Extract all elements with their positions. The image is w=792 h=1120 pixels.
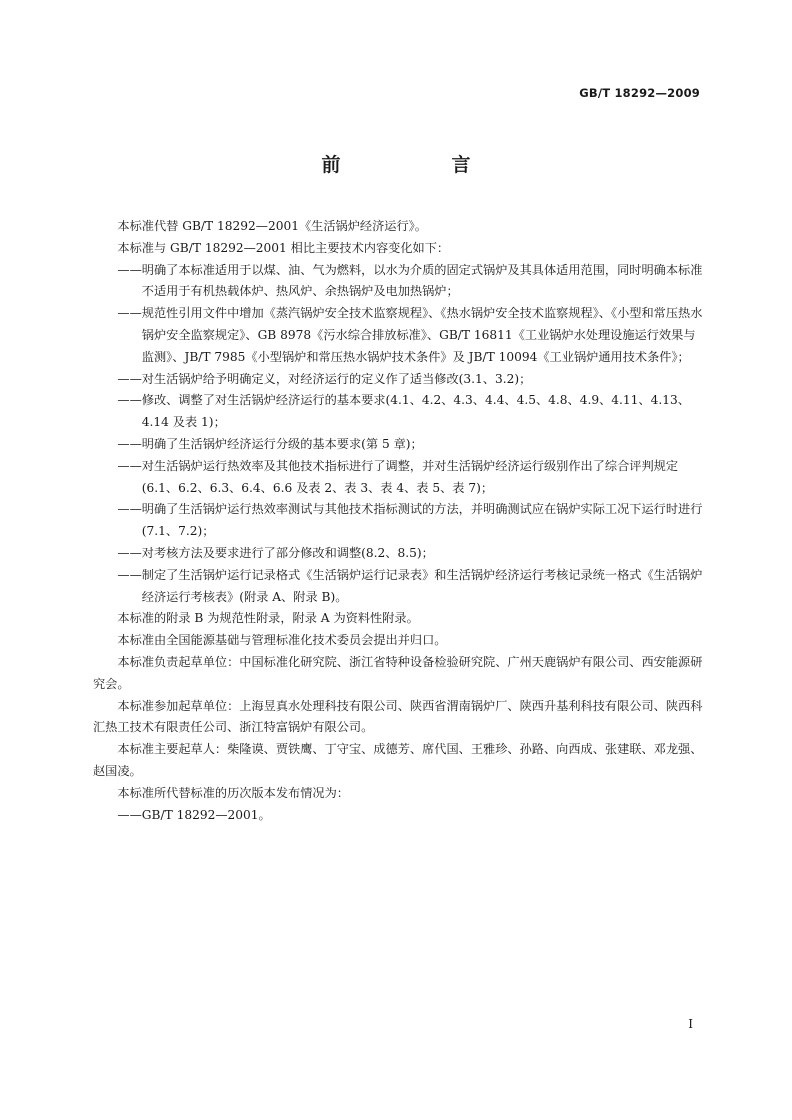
change-item-record-format: ——制定了生活锅炉运行记录格式《生活锅炉运行记录表》和生活锅炉经济运行考核记录统一格式《生活锅炉经济运行考核表》(附录 A、附录 B)。 bbox=[117, 567, 703, 604]
standard-code: GB/T 18292—2009 bbox=[579, 86, 700, 100]
page-title: 前 言 bbox=[321, 154, 517, 176]
paragraph-proposer: 本标准由全国能源基础与管理标准化技术委员会提出并归口。 bbox=[117, 633, 447, 648]
change-item-grading: ——明确了生活锅炉经济运行分级的基本要求(第 5 章)； bbox=[117, 436, 423, 451]
change-item-references: ——规范性引用文件中增加《蒸汽锅炉安全技术监察规程》、《热水锅炉安全技术监察规程》、《小型和常压热水锅炉安全监察规定》、GB 8978《污水综合排放标准》、GB/T 16811《工业锅炉水处理设施运行效果与监测》、JB/T 7985《小型锅炉和常压热水锅炉技术条件》及 JB/T 10094《工业锅炉通用技术条件》； bbox=[117, 306, 703, 364]
document-body bbox=[93, 216, 705, 826]
change-item-basic-requirements: ——修改、调整了对生活锅炉经济运行的基本要求(4.1、4.2、4.3、4.4、4.5、4.8、4.9、4.11、4.13、4.14 及表 1)； bbox=[117, 393, 690, 430]
change-item-assessment: ——对考核方法及要求进行了部分修改和调整(8.2、8.5)； bbox=[117, 545, 434, 560]
page-number: I bbox=[688, 1017, 693, 1031]
paragraph-drafters: 本标准主要起草人：柴隆谟、贾铁鹰、丁守宝、成德芳、席代国、王雅珍、孙路、向西成、张建联、邓龙强、赵国凌。 bbox=[93, 742, 703, 778]
paragraph-participating-units: 本标准参加起草单位：上海昱真水处理科技有限公司、陕西省渭南锅炉厂、陕西升基利科技有限公司、陕西科汇热工技术有限责任公司、浙江特富锅炉有限公司。 bbox=[93, 698, 703, 735]
paragraph-history-intro: 本标准所代替标准的历次版本发布情况为： bbox=[117, 785, 349, 800]
paragraph-replaces: 本标准代替 GB/T 18292—2001《生活锅炉经济运行》。 bbox=[117, 219, 427, 233]
change-item-definitions: ——对生活锅炉给予明确定义，对经济运行的定义作了适当修改(3.1、3.2)； bbox=[117, 371, 532, 386]
paragraph-drafting-units: 本标准负责起草单位：中国标准化研究院、浙江省特种设备检验研究院、广州天鹿锅炉有限公司、西安能源研究会。 bbox=[93, 654, 703, 691]
change-item-efficiency: ——对生活锅炉运行热效率及其他技术指标进行了调整，并对生活锅炉经济运行级别作出了综合评判规定(6.1、6.2、6.3、6.4、6.6 及表 2、表 3、表 4、表 5、表 7)； bbox=[117, 458, 679, 495]
change-item-testing: ——明确了生活锅炉运行热效率测试与其他技术指标测试的方法，并明确测试应在锅炉实际工况下运行时进行(7.1、7.2)； bbox=[117, 502, 703, 539]
history-item: ——GB/T 18292—2001。 bbox=[117, 807, 271, 822]
paragraph-annexes: 本标准的附录 B 为规范性附录，附录 A 为资料性附录。 bbox=[117, 611, 419, 626]
change-item-scope: ——明确了本标准适用于以煤、油、气为燃料，以水为介质的固定式锅炉及其具体适用范围，同时明确本标准不适用于有机热载体炉、热风炉、余热锅炉及电加热锅炉； bbox=[117, 262, 703, 299]
paragraph-changes-intro: 本标准与 GB/T 18292—2001 相比主要技术内容变化如下： bbox=[117, 240, 450, 255]
